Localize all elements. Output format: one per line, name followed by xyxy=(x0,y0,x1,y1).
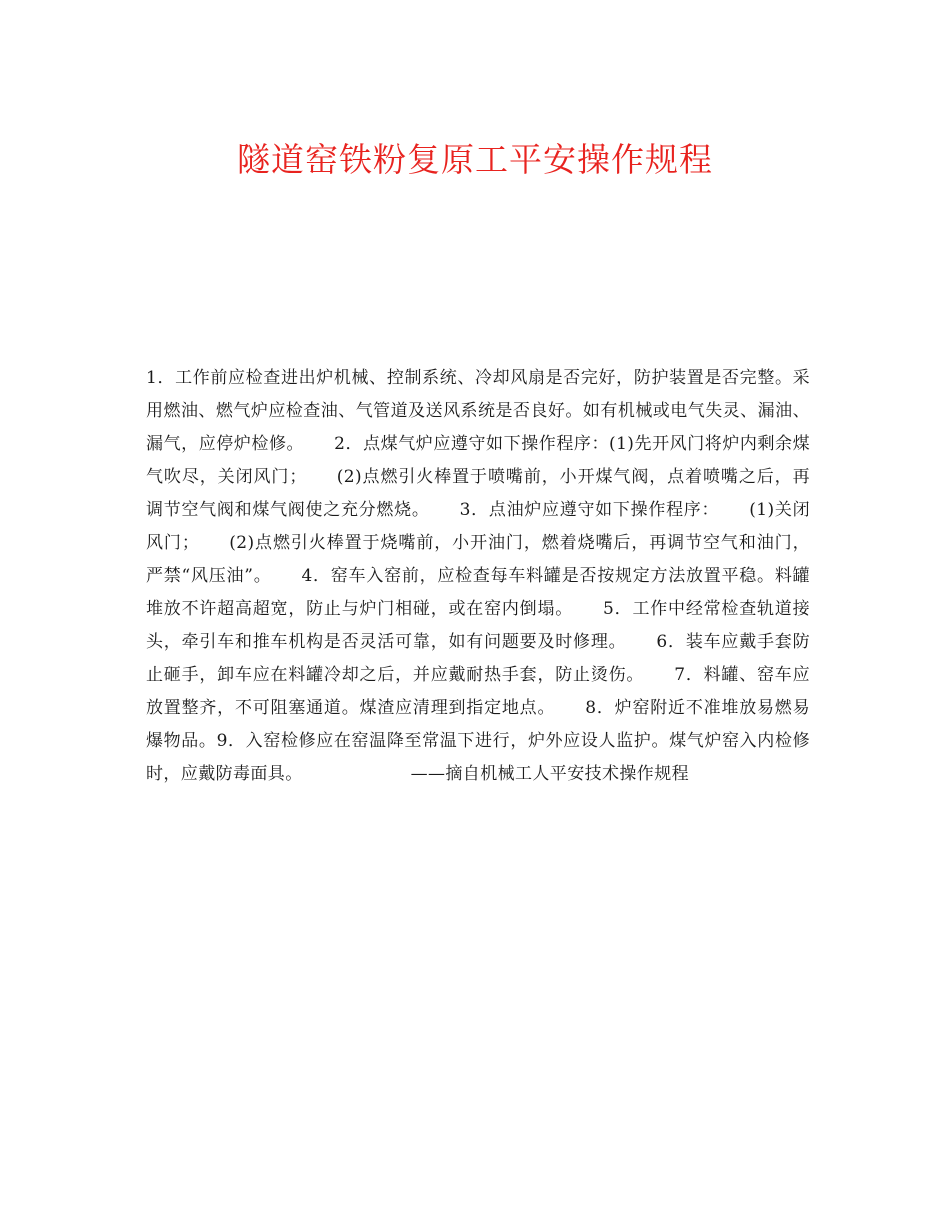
item-1: 1．工作前应检查进出炉机械、控制系统、冷却风扇是否完好，防护装置是否完整。采用燃油、燃气炉应检查油、气管道及送风系统是否良好。如有机械或电气失灵、漏油、漏气，应停炉检修。 xyxy=(146,368,810,454)
item-3-step-2: (2)点燃引火棒置于烧嘴前，小开油门，燃着烧嘴后，再调节空气和油门，严禁“风压油”。 xyxy=(146,533,811,586)
source-note: ——摘自机械工人平安技术操作规程 xyxy=(410,764,690,784)
item-3: 3．点油炉应遵守如下操作程序： xyxy=(459,500,720,520)
item-8: 8．炉窑附近不准堆放易燃易爆物品。 xyxy=(146,698,811,751)
item-2-step-1: (1)先开风门将炉内剩余煤气吹尽，关闭风门； xyxy=(146,434,811,487)
document-title: 隧道窑铁粉复原工平安操作规程 xyxy=(237,140,713,179)
item-5: 5．工作中经常检查轨道接头，牵引车和推车机构是否灵活可靠，如有问题要及时修理。 xyxy=(146,599,810,652)
item-7: 7．料罐、窑车应放置整齐，不可阻塞通道。煤渣应清理到指定地点。 xyxy=(146,665,811,718)
item-2-step-2: (2)点燃引火棒置于喷嘴前，小开煤气阀，点着喷嘴之后，再调节空气阀和煤气阀使之充分燃烧。 xyxy=(146,467,810,520)
item-6: 6．装车应戴手套防止砸手，卸车应在料罐冷却之后，并应戴耐热手套，防止烫伤。 xyxy=(146,632,810,685)
item-9: 9．入窑检修应在窑温降至常温下进行，炉外应设人监护。煤气炉窑入内检修时，应戴防毒面具。 xyxy=(146,731,810,784)
item-4: 4．窑车入窑前，应检查每车料罐是否按规定方法放置平稳。料罐堆放不许超高超宽，防止与炉门相碰，或在窑内倒塌。 xyxy=(146,566,810,619)
document-body xyxy=(146,362,810,791)
item-2: 2．点煤气炉应遵守如下操作程序： xyxy=(334,434,610,454)
item-3-step-1: (1)关闭风门； xyxy=(146,500,810,553)
